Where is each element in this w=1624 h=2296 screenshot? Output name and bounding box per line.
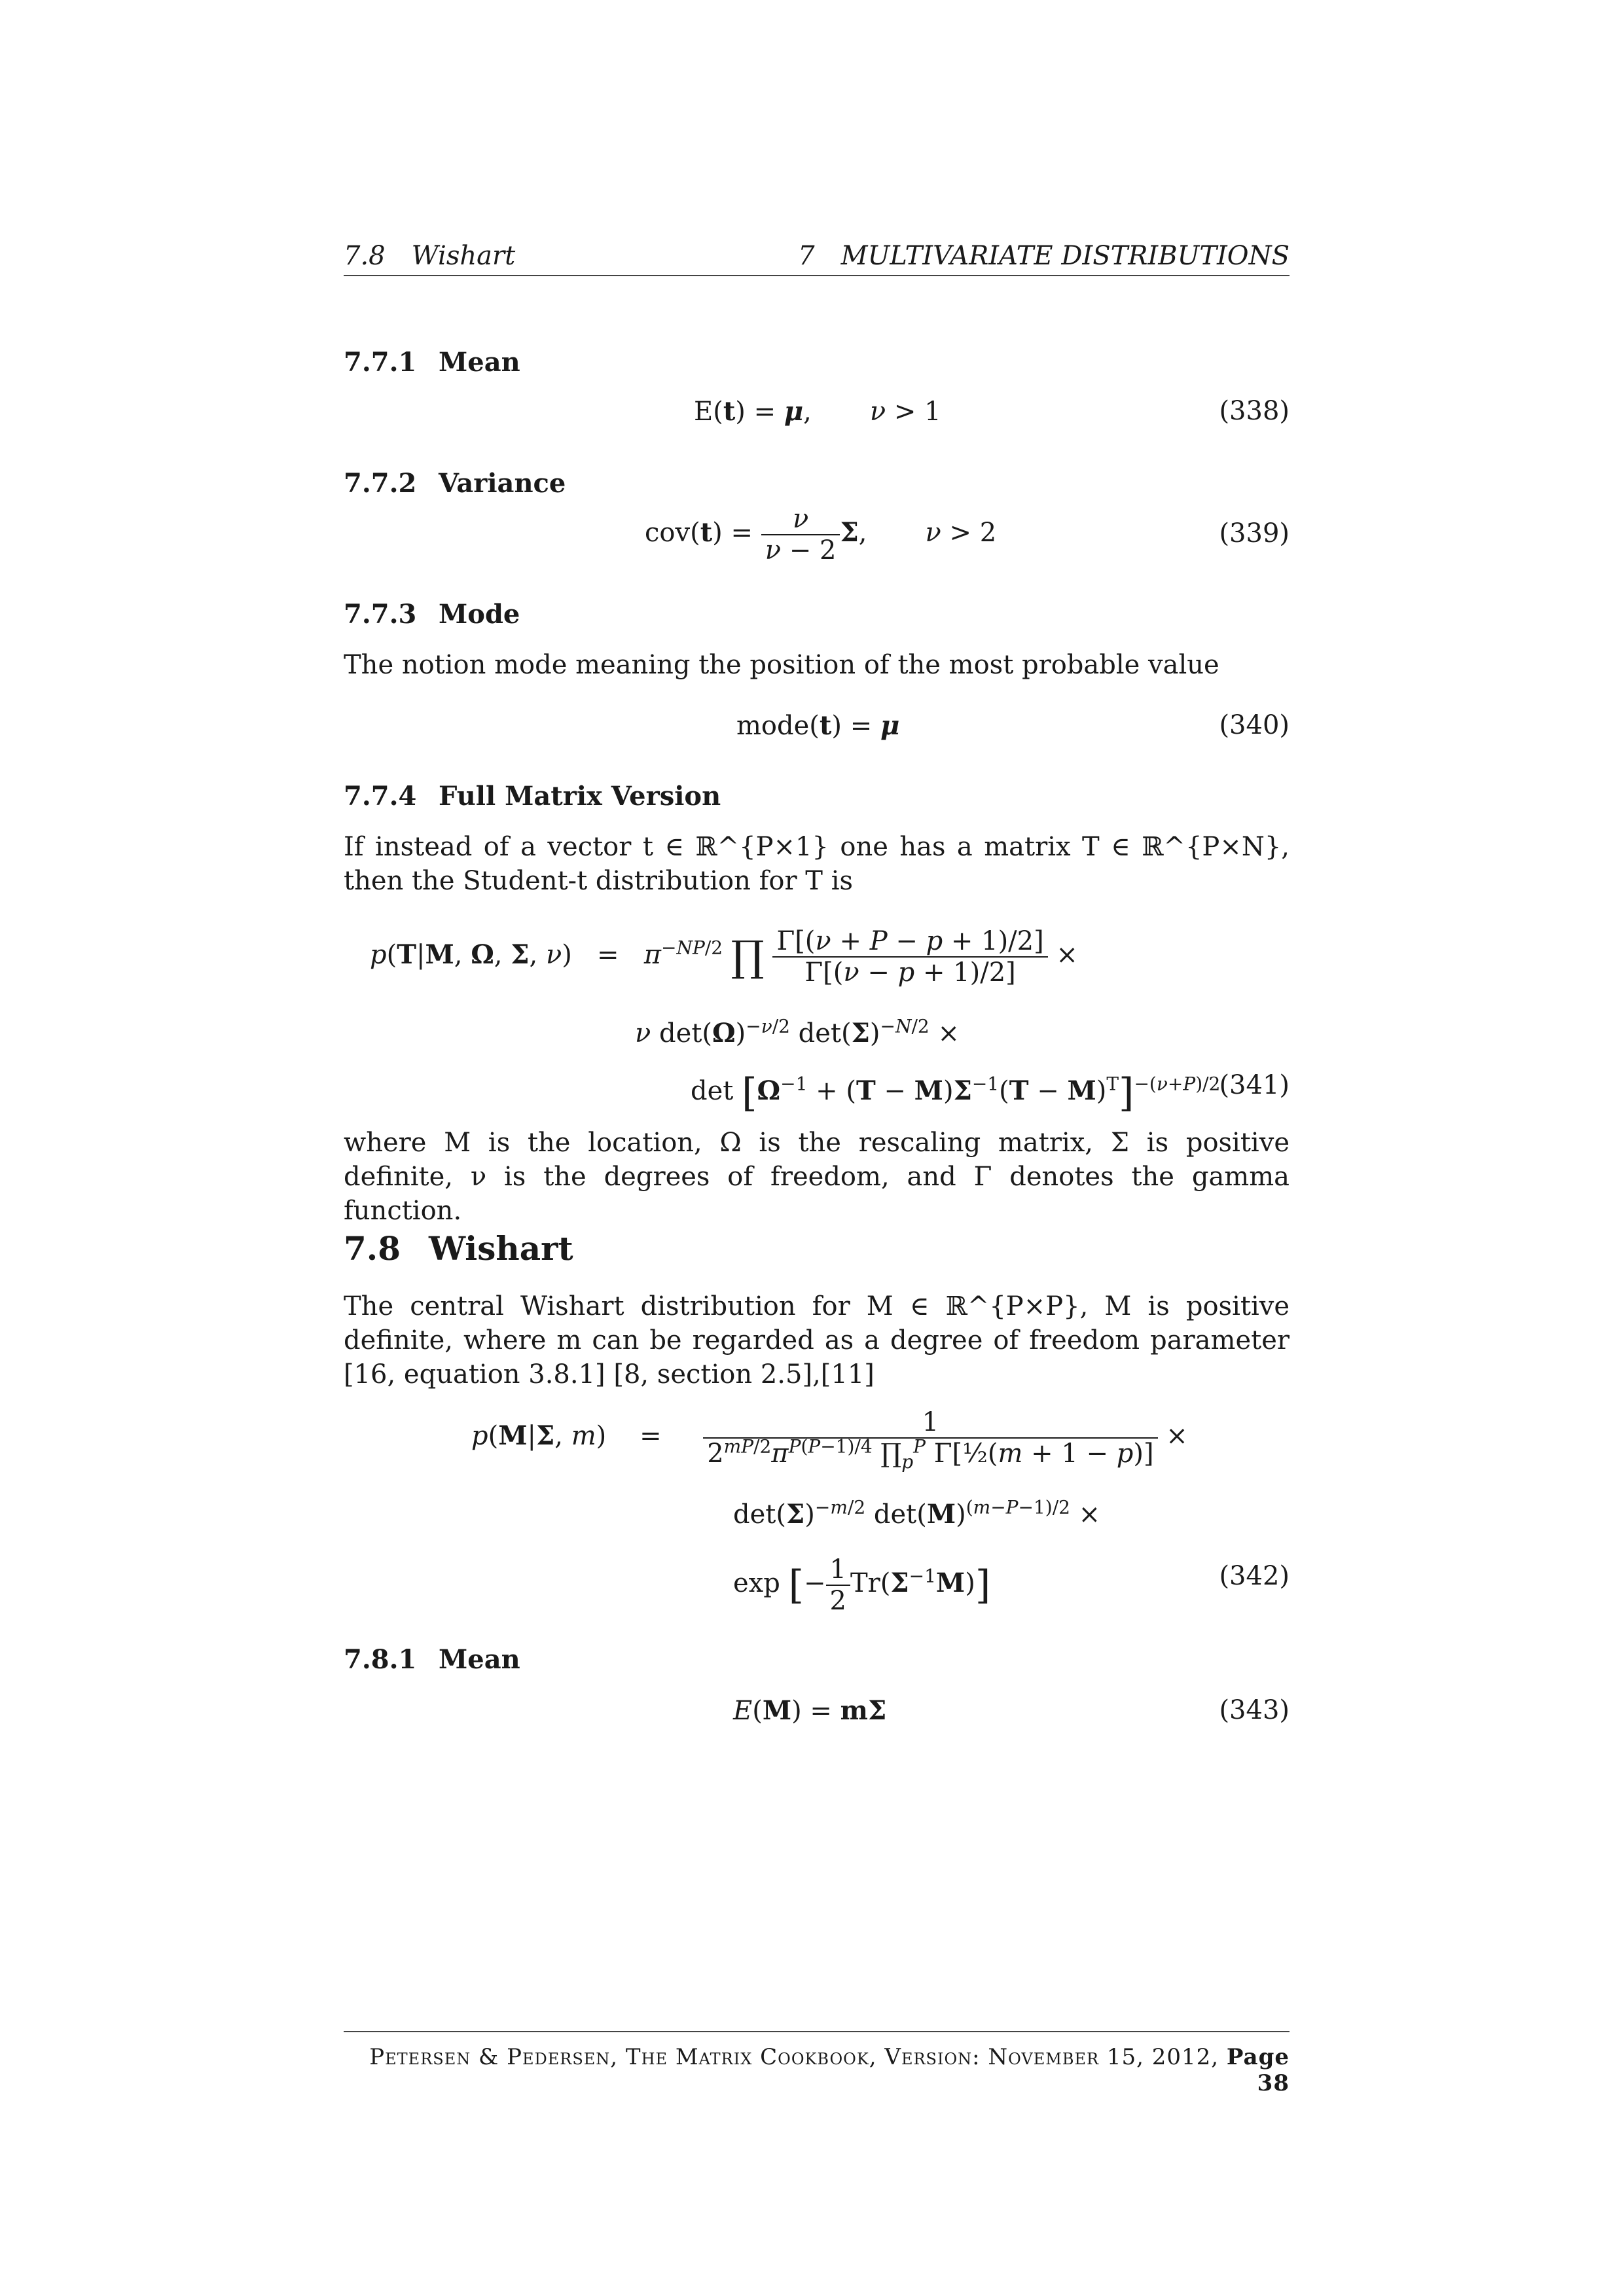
footer-text: Petersen & Pedersen, The Matrix Cookbook, Version: November 15, 2012, — [369, 2044, 1219, 2070]
page-footer — [344, 2031, 1290, 2096]
section-heading-wishart: 7.8 Wishart — [344, 1229, 573, 1268]
full-matrix-explanation: where M is the location, Ω is the rescaling matrix, Σ is positive definite, ν is the degrees of freedom, and Γ denotes the gamma function. — [344, 1128, 1290, 1226]
equation-341-line-2: ν $\det(\Omega)^{-\nu/2}$ $\det(\Sigma)^{-N/2}$ × — [635, 1015, 960, 1049]
equation-number-338: (338) — [1219, 396, 1290, 426]
section-heading-wishart-mean: 7.8.1 Mean — [344, 1644, 520, 1675]
equation-342-line-3: exp [− $\frac{1}{2}$ $Tr(\Sigma^{-1}M)$] — [733, 1554, 991, 1616]
equation-339: cov(t) = $\frac{\nu}{\nu - 2}$ Σ, ν > 2 — [645, 504, 997, 565]
equation-342-line-2: $\det(\Sigma)^{-m/2}$ $\det(M)^{(m-P-1)/2}$ × — [733, 1496, 1101, 1530]
equation-number-342: (342) — [1219, 1561, 1290, 1591]
equation-341-line-1: p(T|M, Ω, Σ, $\nu) = \pi^{-NP/2}$ ∏ $\frac{\Gamma[(\nu + P - p + 1)/2]}{\Gamma[(\nu - p + 1)/2]}$ × — [370, 926, 1078, 988]
equation-343: E(M) = mΣ — [733, 1695, 887, 1726]
equation-341-line-3: $\det [\Omega^{-1} + (T - M)\Sigma^{-1}(T - M)^T]^{-(\nu+P)/2}$ — [691, 1070, 1221, 1116]
section-heading-full-matrix: 7.7.4 Full Matrix Version — [344, 781, 721, 812]
mode-paragraph: The notion mode meaning the position of the most probable value — [344, 650, 1219, 680]
equation-number-340: (340) — [1219, 710, 1290, 740]
section-heading-mode: 7.7.3 Mode — [344, 599, 520, 630]
page-number: Page 38 — [1226, 2044, 1290, 2096]
equation-number-339: (339) — [1219, 518, 1290, 548]
header-left: 7.8 Wishart — [344, 241, 516, 271]
section-heading-mean: 7.7.1 Mean — [344, 347, 520, 378]
equation-number-341: (341) — [1219, 1070, 1290, 1100]
equation-338: E(t) = μ, ν > 1 — [694, 396, 941, 427]
equation-342-line-1: p(M|Σ, m) = $\frac{1}{2^{mP/2}\pi^{P(P-1)/4} \prod_p^P \Gamma[\frac{1}{2}(m + 1 - p)]}$ × — [471, 1407, 1188, 1473]
full-matrix-paragraph: If instead of a vector t ∈ ℝ^{P×1} one has a matrix T ∈ ℝ^{P×N}, then the Student-t distribution for T is — [344, 832, 1290, 896]
equation-number-343: (343) — [1219, 1695, 1290, 1725]
running-header — [344, 241, 1290, 276]
section-heading-variance: 7.7.2 Variance — [344, 468, 566, 499]
header-right: 7 MULTIVARIATE DISTRIBUTIONS — [798, 241, 1290, 271]
equation-340: mode(t) = μ — [736, 710, 900, 741]
wishart-paragraph: The central Wishart distribution for M ∈ ℝ^{P×P}, M is positive definite, where m can be regarded as a degree of freedom parameter [16, equation 3.8.1] [8, section 2.5],[11] — [344, 1291, 1290, 1390]
